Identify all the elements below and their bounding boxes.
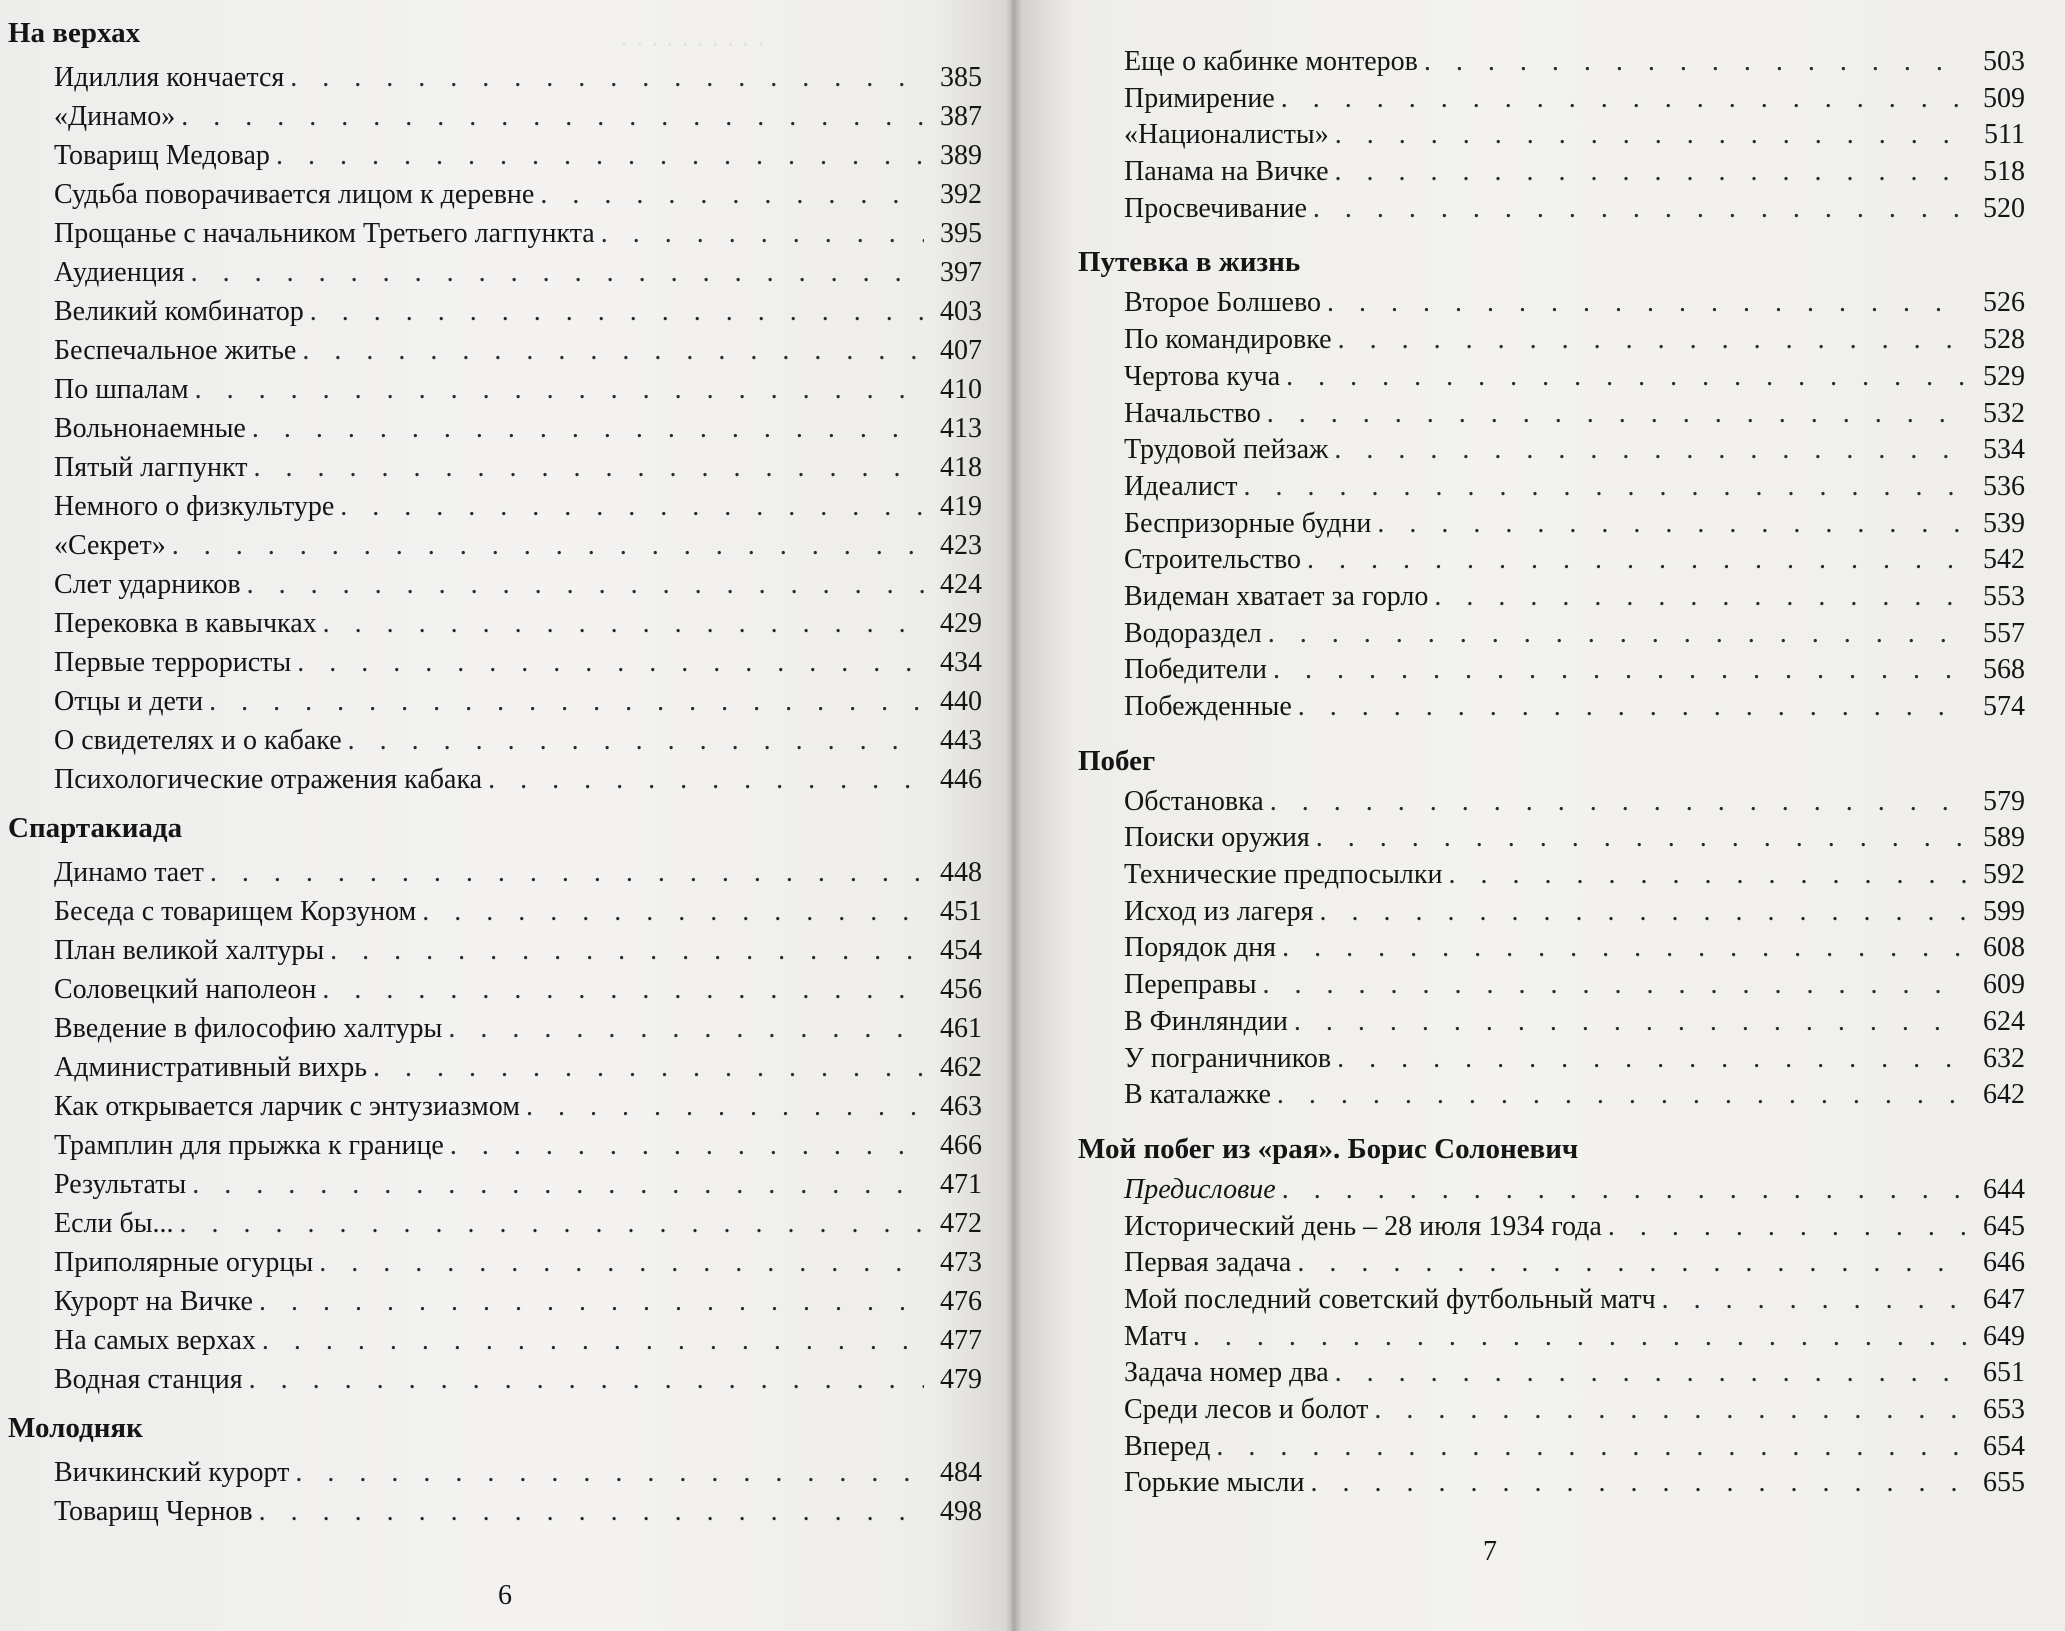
entry-page: 418 [940,452,982,483]
entry-title: Динамо тает [54,857,204,888]
dot-leader [249,1360,924,1399]
left-page [0,0,1012,1631]
entry-page: 642 [1983,1079,2025,1111]
entry-title: Первые террористы [54,647,292,678]
entry-page: 407 [940,335,982,366]
entry-title: Курорт на Вичке [54,1286,253,1317]
entry-title: Немного о физкультуре [54,491,335,522]
dot-leader [448,1009,924,1048]
dot-leader [195,370,924,409]
dot-leader [601,214,924,253]
entry-page: 509 [1983,82,2025,114]
entry-title: Второе Болшево [1124,287,1322,319]
entry-title: Беспризорные будни [1124,507,1372,539]
entry-page: 568 [1983,654,2025,686]
entry-title: Поиски оружия [1124,822,1310,854]
entry-page: 443 [940,725,982,756]
entry-title: Мой последний советский футбольный матч [1124,1283,1656,1315]
dot-leader [1282,930,1967,967]
entry-title: Идиллия кончается [54,62,285,93]
toc-entry[interactable] [8,604,982,643]
entry-page: 528 [1983,324,2025,356]
entry-title: Строительство [1124,544,1301,576]
toc-entry[interactable] [1078,784,2025,821]
entry-page: 542 [1983,544,2025,576]
dot-leader [1335,117,1967,154]
toc-entry[interactable] [8,214,982,253]
toc-entry[interactable] [1078,616,2025,653]
toc-entry[interactable] [8,487,982,526]
entry-page: 539 [1983,507,2025,539]
toc-section [1078,243,2025,725]
entry-page: 536 [1983,470,2025,502]
page-number: 7 [1483,1536,1497,1567]
dot-leader [290,58,924,97]
dot-leader [1270,784,1967,821]
dot-leader [1313,191,1967,228]
dot-leader [210,853,924,892]
toc-entry[interactable] [1078,81,2025,118]
dot-leader [322,970,924,1009]
entry-title: Слет ударников [54,569,241,600]
entry-page: 599 [1983,895,2025,927]
dot-leader [297,643,924,682]
dot-leader [450,1126,924,1165]
entry-title: Еще о кабинке монтеров [1124,46,1418,77]
toc-entry[interactable] [1078,1077,2025,1114]
dot-leader [1298,689,1967,726]
dot-leader [1662,1282,1967,1319]
toc-entry[interactable] [1078,396,2025,433]
entry-title: Предисловие [1124,1173,1276,1205]
entry-page: 434 [940,647,982,678]
section-title: Мой побег из «рая». Борис Солоневич [1078,1132,1579,1165]
right-page [1012,0,2065,1631]
entry-page: 609 [1983,969,2025,1001]
entry-page: 655 [1983,1467,2025,1499]
toc-entry[interactable] [8,931,982,970]
toc-entry[interactable] [8,448,982,487]
toc-entry[interactable] [1078,1172,2025,1209]
dot-leader [1310,1465,1967,1502]
entry-title: Как открывается ларчик с энтузиазмом [54,1091,520,1122]
entry-title: Прощанье с начальником Третьего лагпункта [54,218,595,249]
entry-page: 473 [940,1247,982,1278]
entry-title: Вичкинский курорт [54,1457,290,1488]
dot-leader [1316,820,1967,857]
entry-title: План великой халтуры [54,935,325,966]
entry-page: 423 [940,530,982,561]
toc-entry[interactable] [8,1204,982,1243]
toc-entry[interactable] [8,1126,982,1165]
toc-entry[interactable] [1078,1355,2025,1392]
entry-page: 526 [1983,287,2025,319]
entry-page: 557 [1983,617,2025,649]
dot-leader [1449,857,1968,894]
dot-leader [422,892,924,931]
toc-entry[interactable] [1078,44,2025,81]
toc-entry[interactable] [1078,117,2025,154]
toc-entry[interactable] [8,1360,982,1399]
toc-entry[interactable] [1078,1392,2025,1429]
toc-entry[interactable] [1078,542,2025,579]
dot-leader [262,1321,924,1360]
dot-leader [1244,469,1967,506]
entry-page: 463 [940,1091,982,1122]
dot-leader [1282,1172,1967,1209]
toc-entry[interactable] [1078,689,2025,726]
toc-entry[interactable] [1078,652,2025,689]
toc-entry[interactable] [8,175,982,214]
dot-leader [526,1087,924,1126]
entry-page: 574 [1983,691,2025,722]
entry-title: Аудиенция [54,257,185,288]
entry-title: Порядок дня [1124,932,1277,964]
toc-section [1078,1130,2025,1502]
dot-leader [1294,1004,1967,1041]
entry-page: 395 [940,218,982,249]
toc-entry[interactable] [8,1492,982,1531]
dot-leader [1337,1041,1967,1078]
entry-page: 385 [940,62,982,93]
entry-page: 592 [1983,859,2025,891]
entry-title: «Динамо» [54,101,176,132]
toc-entry[interactable] [1078,967,2025,1004]
dot-leader [1608,1209,1967,1246]
dot-leader [1434,579,1967,616]
entry-page: 477 [940,1325,982,1356]
entry-title: Водораздел [1124,617,1262,649]
dot-leader [1307,542,1967,579]
entry-page: 413 [940,413,982,444]
toc-entry[interactable] [1078,1429,2025,1466]
dot-leader [1335,1355,1967,1392]
dot-leader [1297,1245,1967,1282]
toc-entry[interactable] [8,682,982,721]
toc-entry[interactable] [8,409,982,448]
entry-title: Матч [1124,1320,1187,1352]
toc-entry[interactable] [8,853,982,892]
dot-leader [373,1048,924,1087]
dot-leader [181,97,924,136]
toc-entry[interactable] [8,970,982,1009]
entry-page: 471 [940,1169,982,1200]
entry-page: 608 [1983,932,2025,964]
entry-title: Трамплин для прыжка к границе [54,1130,444,1161]
entry-title: Технические предпосылки [1124,859,1443,891]
section-title: Побег [1078,744,1156,777]
entry-title: Просвечивание [1124,192,1307,224]
entry-page: 448 [940,857,982,888]
toc-entry[interactable] [1078,1209,2025,1246]
entry-page: 651 [1983,1357,2025,1389]
page-number: 6 [498,1580,512,1611]
toc-section [8,14,982,799]
entry-title: По шпалам [54,374,189,405]
section-title: Спартакиада [8,812,183,844]
entry-title: О свидетелях и о кабаке [54,725,342,756]
entry-page: 419 [940,491,982,522]
dot-leader [1320,894,1967,931]
dot-leader [340,487,924,526]
toc-entry[interactable] [1078,1465,2025,1502]
entry-page: 529 [1983,360,2025,392]
toc-entry[interactable] [1078,820,2025,857]
toc-entry[interactable] [1078,432,2025,469]
toc-entry[interactable] [8,1009,982,1048]
entry-page: 484 [940,1457,982,1488]
toc-entry[interactable] [8,331,982,370]
entry-title: Победители [1124,654,1268,686]
entry-title: Среди лесов и болот [1124,1394,1369,1425]
entry-page: 397 [940,257,982,288]
dot-leader [1281,81,1967,118]
entry-page: 532 [1983,397,2025,429]
entry-title: В Финляндии [1124,1005,1288,1037]
entry-page: 440 [940,686,982,717]
entry-title: Обстановка [1124,785,1264,817]
entry-title: Если бы... [54,1208,174,1239]
entry-page: 653 [1983,1394,2025,1425]
entry-page: 461 [940,1013,982,1044]
dot-leader [1193,1319,1967,1356]
toc-entry[interactable] [8,643,982,682]
entry-title: Идеалист [1124,470,1238,502]
toc-section [1078,742,2025,1114]
section-title: Путевка в жизнь [1078,246,1301,279]
toc-entry[interactable] [1078,1245,2025,1282]
toc-entry[interactable] [8,1165,982,1204]
section-title: Молодняк [8,1412,143,1444]
entry-page: 520 [1983,192,2025,224]
toc-entry[interactable] [8,97,982,136]
entry-page: 392 [940,179,982,210]
toc-entry[interactable] [8,1243,982,1282]
dot-leader [302,331,924,370]
entry-title: На самых верхах [54,1325,256,1356]
entry-title: Товарищ Медовар [54,140,270,171]
entry-title: Беседа с товарищем Корзуном [54,896,417,927]
dot-leader [310,292,924,331]
entry-title: Результаты [54,1169,187,1200]
entry-title: Отцы и дети [54,686,204,717]
section-title: На верхах [8,17,141,49]
toc-entry[interactable] [1078,894,2025,931]
entry-title: «Националисты» [1124,119,1329,151]
toc-section [1078,44,2025,227]
entry-title: Примирение [1124,82,1275,114]
dot-leader [209,682,924,721]
entry-title: Трудовой пейзаж [1124,434,1329,466]
toc-entry[interactable] [1078,154,2025,191]
entry-page: 511 [1984,119,2025,151]
dot-leader [1424,44,1967,81]
dot-leader [319,1243,924,1282]
dot-leader [192,1165,924,1204]
toc-entry[interactable] [8,526,982,565]
dot-leader [247,565,924,604]
entry-title: Соловецкий наполеон [54,974,317,1005]
toc-entry[interactable] [1078,1004,2025,1041]
bleed-through-texture: · · · · · · · · · · [620,30,766,59]
entry-page: 534 [1983,434,2025,466]
entry-page: 462 [940,1052,982,1083]
entry-title: Водная станция [54,1364,243,1395]
dot-leader [1268,616,1967,653]
dot-leader [1377,506,1967,543]
entry-page: 454 [940,935,982,966]
entry-page: 589 [1983,822,2025,854]
dot-leader [180,1204,924,1243]
entry-title: Видеман хватает за горло [1124,580,1429,612]
dot-leader [1335,154,1967,191]
entry-title: В каталажке [1124,1079,1271,1111]
toc-entry[interactable] [1078,1041,2025,1078]
entry-title: Административный вихрь [54,1052,368,1083]
entry-title: Беспечальное житье [54,335,297,366]
toc-entry[interactable] [1078,191,2025,228]
entry-page: 645 [1983,1210,2025,1242]
dot-leader [1327,285,1967,322]
entry-title: Введение в философию халтуры [54,1013,443,1044]
toc-entry[interactable] [1078,579,2025,616]
dot-leader [323,604,924,643]
entry-page: 446 [940,764,982,795]
toc-section [8,1409,982,1531]
dot-leader [1216,1429,1967,1466]
entry-title: Психологические отражения кабака [54,764,483,795]
dot-leader [276,136,924,175]
entry-page: 429 [940,608,982,639]
entry-title: Исторический день – 28 июля 1934 года [1124,1210,1602,1242]
toc-entry[interactable] [8,1087,982,1126]
dot-leader [191,253,924,292]
dot-leader [253,448,924,487]
toc-entry[interactable] [1078,1282,2025,1319]
entry-title: Чертова куча [1124,360,1281,392]
entry-title: Побежденные [1124,691,1292,722]
entry-title: Приполярные огурцы [54,1247,314,1278]
entry-title: Задача номер два [1124,1357,1329,1389]
entry-page: 647 [1983,1283,2025,1315]
entry-title: Панама на Вичке [1124,156,1329,188]
dot-leader [259,1282,924,1321]
dot-leader [295,1453,924,1492]
toc-entry[interactable] [1078,322,2025,359]
entry-page: 451 [940,896,982,927]
entry-page: 387 [940,101,982,132]
toc-entry[interactable] [8,1048,982,1087]
entry-page: 644 [1983,1173,2025,1205]
dot-leader [259,1492,924,1531]
entry-title: Вольнонаемные [54,413,246,444]
entry-page: 466 [940,1130,982,1161]
entry-page: 624 [1983,1005,2025,1037]
entry-page: 479 [940,1364,982,1395]
dot-leader [1277,1077,1967,1114]
entry-title: У пограничников [1124,1042,1332,1074]
dot-leader [252,409,924,448]
entry-title: Исход из лагеря [1124,895,1314,927]
toc-entry[interactable] [8,58,982,97]
entry-page: 410 [940,374,982,405]
entry-page: 498 [940,1496,982,1527]
dot-leader [1267,396,1967,433]
toc-entry[interactable] [1078,359,2025,396]
entry-title: Перековка в кавычках [54,608,317,639]
toc-entry[interactable] [1078,1319,2025,1356]
entry-title: По командировке [1124,324,1332,356]
toc-entry[interactable] [1078,506,2025,543]
entry-page: 579 [1983,785,2025,817]
toc-entry[interactable] [8,1453,982,1492]
entry-page: 472 [940,1208,982,1239]
dot-leader [330,931,924,970]
entry-page: 553 [1983,580,2025,612]
dot-leader [540,175,924,214]
dot-leader [1374,1392,1967,1429]
dot-leader [172,526,924,565]
toc-section [8,809,982,1399]
entry-title: Горькие мысли [1124,1467,1305,1499]
entry-title: Пятый лагпункт [54,452,248,483]
toc-entry[interactable] [8,760,982,799]
toc-entry[interactable] [8,565,982,604]
entry-title: Первая задача [1124,1247,1292,1279]
dot-leader [1273,652,1967,689]
entry-title: Великий комбинатор [54,296,304,327]
entry-title: Товарищ Чернов [54,1496,253,1527]
entry-page: 518 [1983,156,2025,188]
entry-page: 476 [940,1286,982,1317]
dot-leader [348,721,924,760]
entry-title: Вперед [1124,1430,1211,1462]
toc-entry[interactable] [1078,930,2025,967]
toc-entry[interactable] [8,136,982,175]
toc-entry[interactable] [8,292,982,331]
entry-page: 632 [1983,1042,2025,1074]
entry-page: 403 [940,296,982,327]
entry-page: 649 [1983,1320,2025,1352]
entry-page: 389 [940,140,982,171]
entry-title: Начальство [1124,397,1261,429]
toc-entry[interactable] [1078,285,2025,322]
toc-entry[interactable] [8,892,982,931]
toc-entry[interactable] [8,253,982,292]
entry-page: 646 [1983,1247,2025,1279]
entry-page: 503 [1983,46,2025,77]
toc-entry[interactable] [1078,469,2025,506]
entry-title: Судьба поворачивается лицом к деревне [54,179,535,210]
dot-leader [488,760,924,799]
entry-title: «Секрет» [54,530,166,561]
entry-page: 424 [940,569,982,600]
toc-entry[interactable] [8,370,982,409]
toc-entry[interactable] [8,1321,982,1360]
entry-title: Переправы [1124,969,1257,1001]
entry-page: 456 [940,974,982,1005]
dot-leader [1334,432,1967,469]
dot-leader [1263,967,1967,1004]
toc-entry[interactable] [8,721,982,760]
toc-entry[interactable] [1078,857,2025,894]
toc-entry[interactable] [8,1282,982,1321]
dot-leader [1286,359,1967,396]
dot-leader [1338,322,1967,359]
entry-page: 654 [1983,1430,2025,1462]
